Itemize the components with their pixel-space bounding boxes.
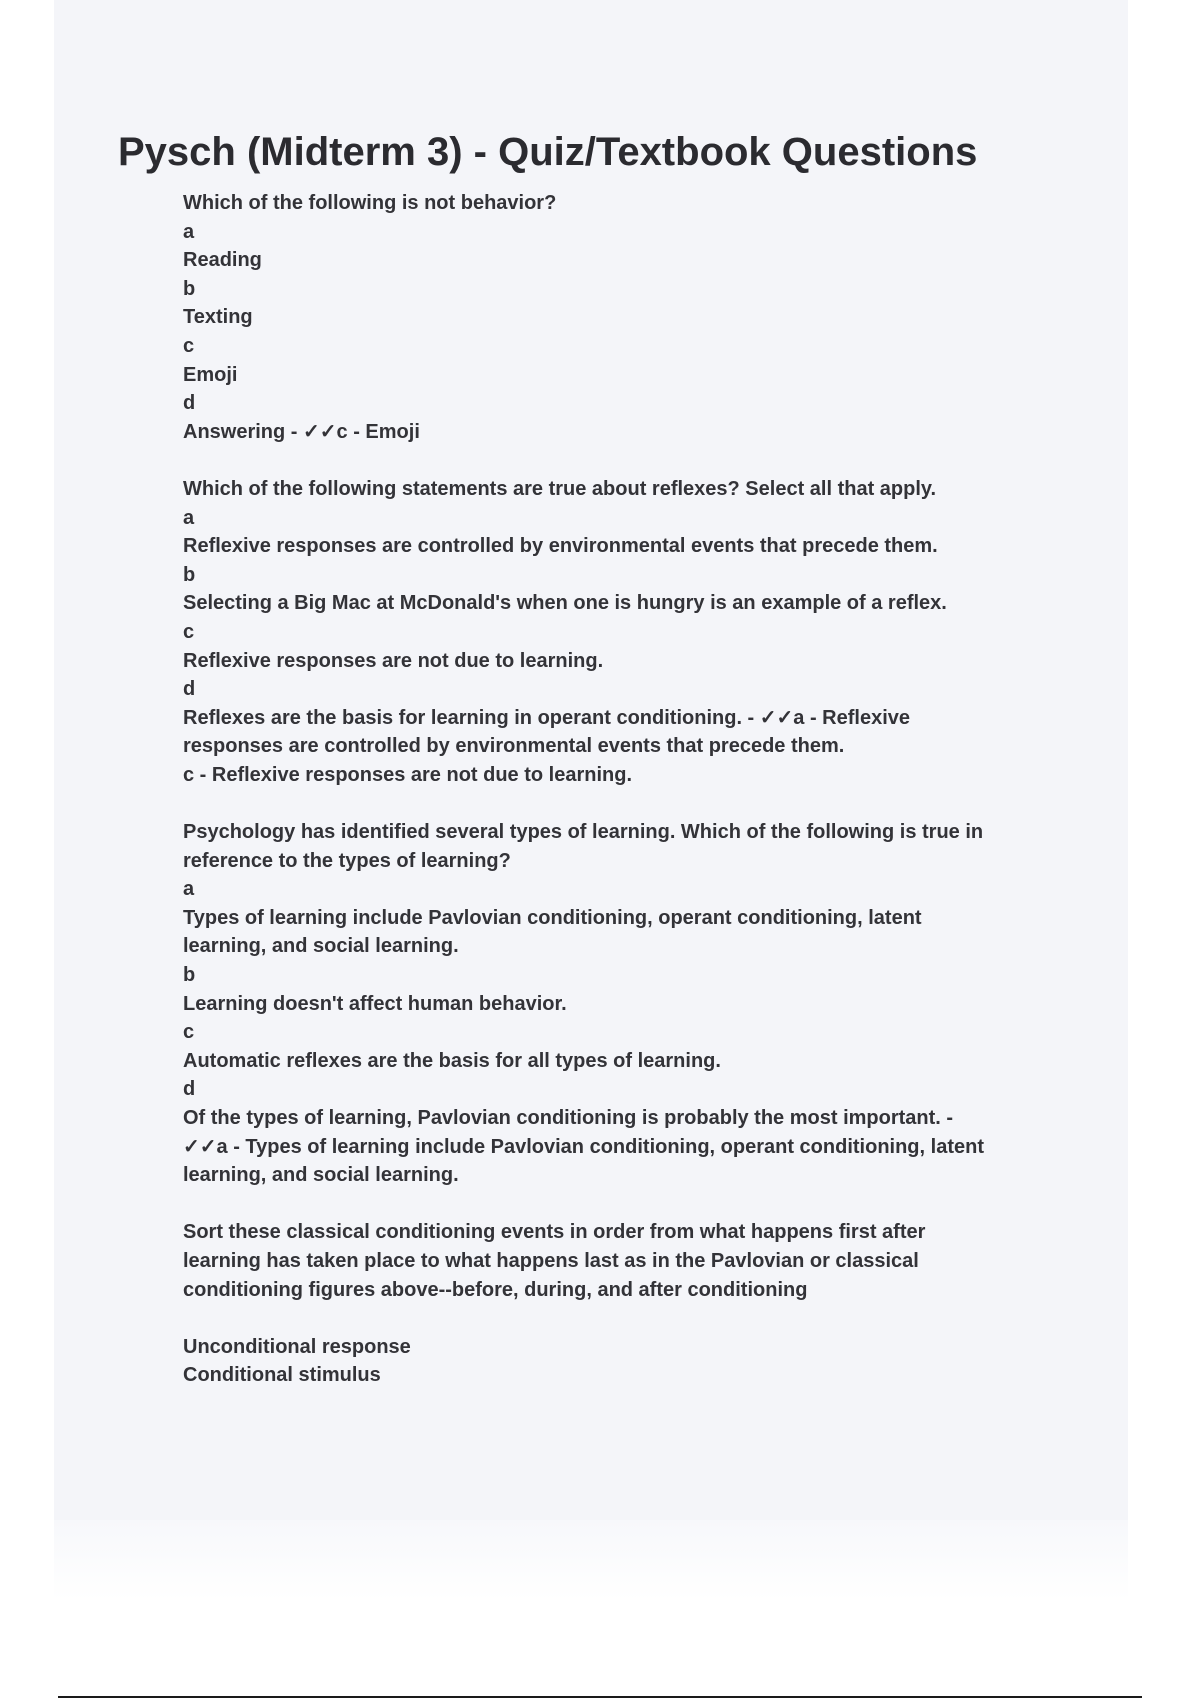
option-text: learning, and social learning. [183, 935, 459, 958]
page-edge-fade [54, 1520, 1128, 1600]
answer-text: responses are controlled by environmental events that precede them. [183, 735, 845, 758]
option-letter: b [183, 277, 196, 300]
option-text: Selecting a Big Mac at McDonald's when one is hungry is an example of a reflex. [183, 592, 947, 615]
spacer [183, 1304, 1063, 1333]
option-letter: d [183, 1078, 196, 1101]
option-letter: c [183, 1021, 195, 1044]
question-text: reference to the types of learning? [183, 849, 511, 872]
option-letter: d [183, 392, 196, 415]
option-text: Reflexive responses are controlled by environmental events that precede them. [183, 535, 938, 558]
question-text: learning has taken place to what happens last as in the Pavlovian or classical [183, 1249, 919, 1272]
quiz-content [183, 189, 1063, 1390]
option-text: Reading [183, 249, 262, 272]
question-text: Sort these classical conditioning events in order from what happens first after [183, 1221, 926, 1244]
sort-item: Unconditional response [183, 1335, 411, 1358]
option-text: Automatic reflexes are the basis for all types of learning. [183, 1049, 721, 1072]
option-text-with-answer: Answering - ✓✓c - Emoji [183, 420, 420, 443]
question-text: Which of the following is not behavior? [183, 192, 557, 214]
option-letter: a [183, 506, 195, 529]
option-text: Emoji [183, 363, 238, 386]
option-letter: b [183, 964, 196, 987]
option-text: Reflexive responses are not due to learning. [183, 649, 604, 672]
option-text-with-answer: Reflexes are the basis for learning in operant conditioning. - ✓✓a - Reflexive [183, 706, 911, 729]
question-block-3 [183, 818, 1063, 1190]
option-text: Types of learning include Pavlovian conditioning, operant conditioning, latent [183, 906, 922, 929]
option-letter: c [183, 334, 195, 357]
spacer [183, 1190, 1063, 1219]
option-text-with-answer: Of the types of learning, Pavlovian conditioning is probably the most important. - [183, 1107, 954, 1129]
question-text: conditioning figures above--before, during, and after conditioning [183, 1278, 808, 1301]
spacer [183, 446, 1063, 475]
question-block-1 [183, 189, 1063, 446]
question-block-2 [183, 475, 1063, 790]
option-text: Learning doesn't affect human behavior. [183, 992, 567, 1015]
spacer [183, 789, 1063, 818]
footer-divider [58, 1696, 1142, 1698]
option-letter: d [183, 678, 196, 701]
option-text: Texting [183, 306, 253, 329]
answer-text: learning, and social learning. [183, 1164, 459, 1187]
answer-text: c - Reflexive responses are not due to learning. [183, 763, 633, 786]
question-text: Which of the following statements are true about reflexes? Select all that apply. [183, 477, 937, 500]
sort-item: Conditional stimulus [183, 1364, 381, 1387]
question-block-4 [183, 1218, 1063, 1390]
question-text: Psychology has identified several types of learning. Which of the following is true in [183, 821, 984, 844]
option-letter: a [183, 878, 195, 901]
answer-text: ✓✓a - Types of learning include Pavlovian conditioning, operant conditioning, latent [183, 1135, 984, 1158]
page-title: Pysch (Midterm 3) - Quiz/Textbook Questions [118, 130, 978, 174]
option-letter: a [183, 220, 195, 243]
option-letter: b [183, 563, 196, 586]
option-letter: c [183, 620, 195, 643]
